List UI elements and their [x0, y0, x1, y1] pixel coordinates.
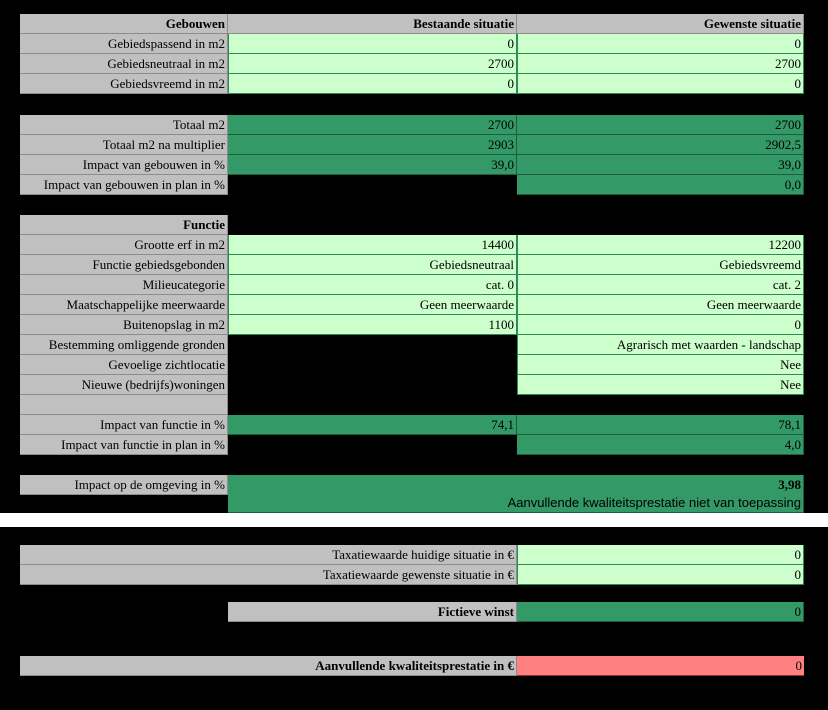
input-cell[interactable]: 12200 — [517, 235, 804, 255]
gewenst-header: Gewenste situatie — [517, 14, 804, 34]
row-label: Totaal m2 na multiplier — [20, 135, 228, 155]
input-cell[interactable]: 2700 — [517, 54, 804, 74]
row-label: Functie gebiedsgebonden — [20, 255, 228, 275]
input-cell[interactable]: 0 — [517, 565, 804, 585]
input-cell[interactable]: 0 — [228, 74, 517, 94]
row-label: Milieucategorie — [20, 275, 228, 295]
input-cell[interactable]: Gebiedsneutraal — [228, 255, 517, 275]
row-label: Nieuwe (bedrijfs)woningen — [20, 375, 228, 395]
row-label: Bestemming omliggende gronden — [20, 335, 228, 355]
prestatie-value: 0 — [517, 656, 804, 676]
row-label: Taxatiewaarde huidige situatie in € — [20, 545, 517, 565]
row-label: Impact van functie in % — [20, 415, 228, 435]
input-cell[interactable]: cat. 0 — [228, 275, 517, 295]
winst-label: Fictieve winst — [228, 602, 517, 622]
input-cell[interactable]: Nee — [517, 375, 804, 395]
row-label: Impact op de omgeving in % — [20, 475, 228, 495]
input-cell[interactable]: Gebiedsvreemd — [517, 255, 804, 275]
computed-cell: 0,0 — [517, 175, 804, 195]
winst-value: 0 — [517, 602, 804, 622]
row-label: Maatschappelijke meerwaarde — [20, 295, 228, 315]
omgeving-note: Aanvullende kwaliteitsprestatie niet van toepassing — [228, 493, 804, 513]
row-label: Impact van gebouwen in plan in % — [20, 175, 228, 195]
input-cell[interactable]: 0 — [517, 74, 804, 94]
row-label: Grootte erf in m2 — [20, 235, 228, 255]
input-cell[interactable]: Nee — [517, 355, 804, 375]
row-label: Gebiedsvreemd in m2 — [20, 74, 228, 94]
computed-cell: 39,0 — [517, 155, 804, 175]
functie-header: Functie — [20, 215, 228, 235]
row-label: Gebiedspassend in m2 — [20, 34, 228, 54]
gebouwen-header: Gebouwen — [20, 14, 228, 34]
computed-cell: 4,0 — [517, 435, 804, 455]
bestaand-header: Bestaande situatie — [228, 14, 517, 34]
row-label: Gevoelige zichtlocatie — [20, 355, 228, 375]
prestatie-label: Aanvullende kwaliteitsprestatie in € — [20, 656, 517, 676]
computed-cell: 78,1 — [517, 415, 804, 435]
computed-cell: 2903 — [228, 135, 517, 155]
separator-bar — [0, 513, 828, 527]
computed-cell: 2700 — [517, 115, 804, 135]
input-cell[interactable]: 0 — [517, 545, 804, 565]
row-label: Totaal m2 — [20, 115, 228, 135]
input-cell[interactable]: 0 — [517, 315, 804, 335]
computed-cell: 74,1 — [228, 415, 517, 435]
row-label: Impact van gebouwen in % — [20, 155, 228, 175]
omgeving-value: 3,98 — [228, 475, 804, 495]
row-label: Buitenopslag in m2 — [20, 315, 228, 335]
computed-cell: 2700 — [228, 115, 517, 135]
input-cell[interactable]: Agrarisch met waarden - landschap — [517, 335, 804, 355]
input-cell[interactable]: 2700 — [228, 54, 517, 74]
input-cell[interactable]: Geen meerwaarde — [228, 295, 517, 315]
input-cell[interactable]: 1100 — [228, 315, 517, 335]
row-label: Taxatiewaarde gewenste situatie in € — [20, 565, 517, 585]
input-cell[interactable]: cat. 2 — [517, 275, 804, 295]
computed-cell: 39,0 — [228, 155, 517, 175]
input-cell[interactable]: Geen meerwaarde — [517, 295, 804, 315]
input-cell[interactable]: 14400 — [228, 235, 517, 255]
input-cell[interactable]: 0 — [517, 34, 804, 54]
input-cell[interactable]: 0 — [228, 34, 517, 54]
blank-label-cell — [20, 395, 228, 415]
computed-cell: 2902,5 — [517, 135, 804, 155]
row-label: Impact van functie in plan in % — [20, 435, 228, 455]
row-label: Gebiedsneutraal in m2 — [20, 54, 228, 74]
